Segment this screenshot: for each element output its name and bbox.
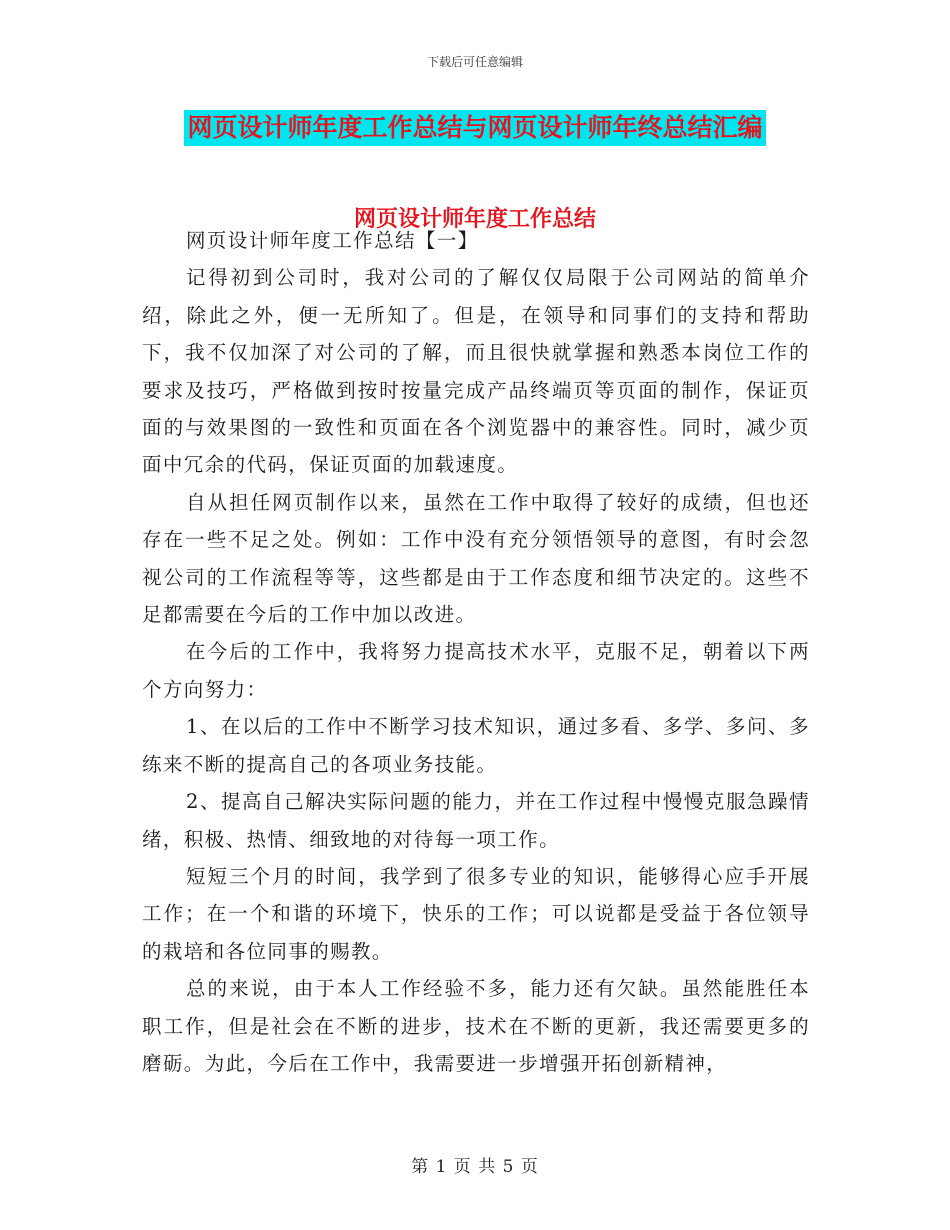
page-number: 第 1 页 共 5 页 xyxy=(411,1157,539,1177)
section-label: 网页设计师年度工作总结【一】 xyxy=(186,229,479,252)
page-header-note: 下载后可任意编辑 xyxy=(426,55,523,69)
body-paragraph: 短短三个月的时间，我学到了很多专业的知识，能够得心应手开展工作；在一个和谐的环境下，快乐的工作；可以说都是受益于各位领导的栽培和各位同事的赐教。 xyxy=(142,864,810,963)
list-item: 1、在以后的工作中不断学习技术知识，通过多看、多学、多问、多练来不断的提高自己的各项业务技能。 xyxy=(142,715,810,776)
body-paragraph: 记得初到公司时，我对公司的了解仅仅局限于公司网站的简单介绍，除此之外，便一无所知了。但是，在领导和同事们的支持和帮助下，我不仅加深了对公司的了解，而且很快就掌握和熟悉本岗位工作的要求及技巧，严格做到按时按量完成产品终端页等页面的制作，保证页面的与效果图的一致性和页面在各个浏览器中的兼容性。同时，减少页面中冗余的代码，保证页面的加载速度。 xyxy=(142,266,810,477)
body-paragraph: 在今后的工作中，我将努力提高技术水平，克服不足，朝着以下两个方向努力： xyxy=(142,640,810,701)
main-title: 网页设计师年度工作总结与网页设计师年终总结汇编 xyxy=(184,110,765,146)
body-paragraph: 自从担任网页制作以来，虽然在工作中取得了较好的成绩，但也还存在一些不足之处。例如：工作中没有充分领悟领导的意图，有时会忽视公司的工作流程等等，这些都是由于工作态度和细节决定的。这些不足都需要在今后的工作中加以改进。 xyxy=(142,490,810,627)
section-title: 网页设计师年度工作总结 xyxy=(353,207,596,232)
main-title-container xyxy=(0,110,950,146)
body-paragraph: 总的来说，由于本人工作经验不多，能力还有欠缺。虽然能胜任本职工作，但是社会在不断的进步，技术在不断的更新，我还需要更多的磨砺。为此，今后在工作中，我需要进一步增强开拓创新精神， xyxy=(142,977,810,1075)
document-body xyxy=(142,222,810,1082)
list-item: 2、提高自己解决实际问题的能力，并在工作过程中慢慢克服急躁情绪，积极、热情、细致地的对待每一项工作。 xyxy=(142,790,810,851)
